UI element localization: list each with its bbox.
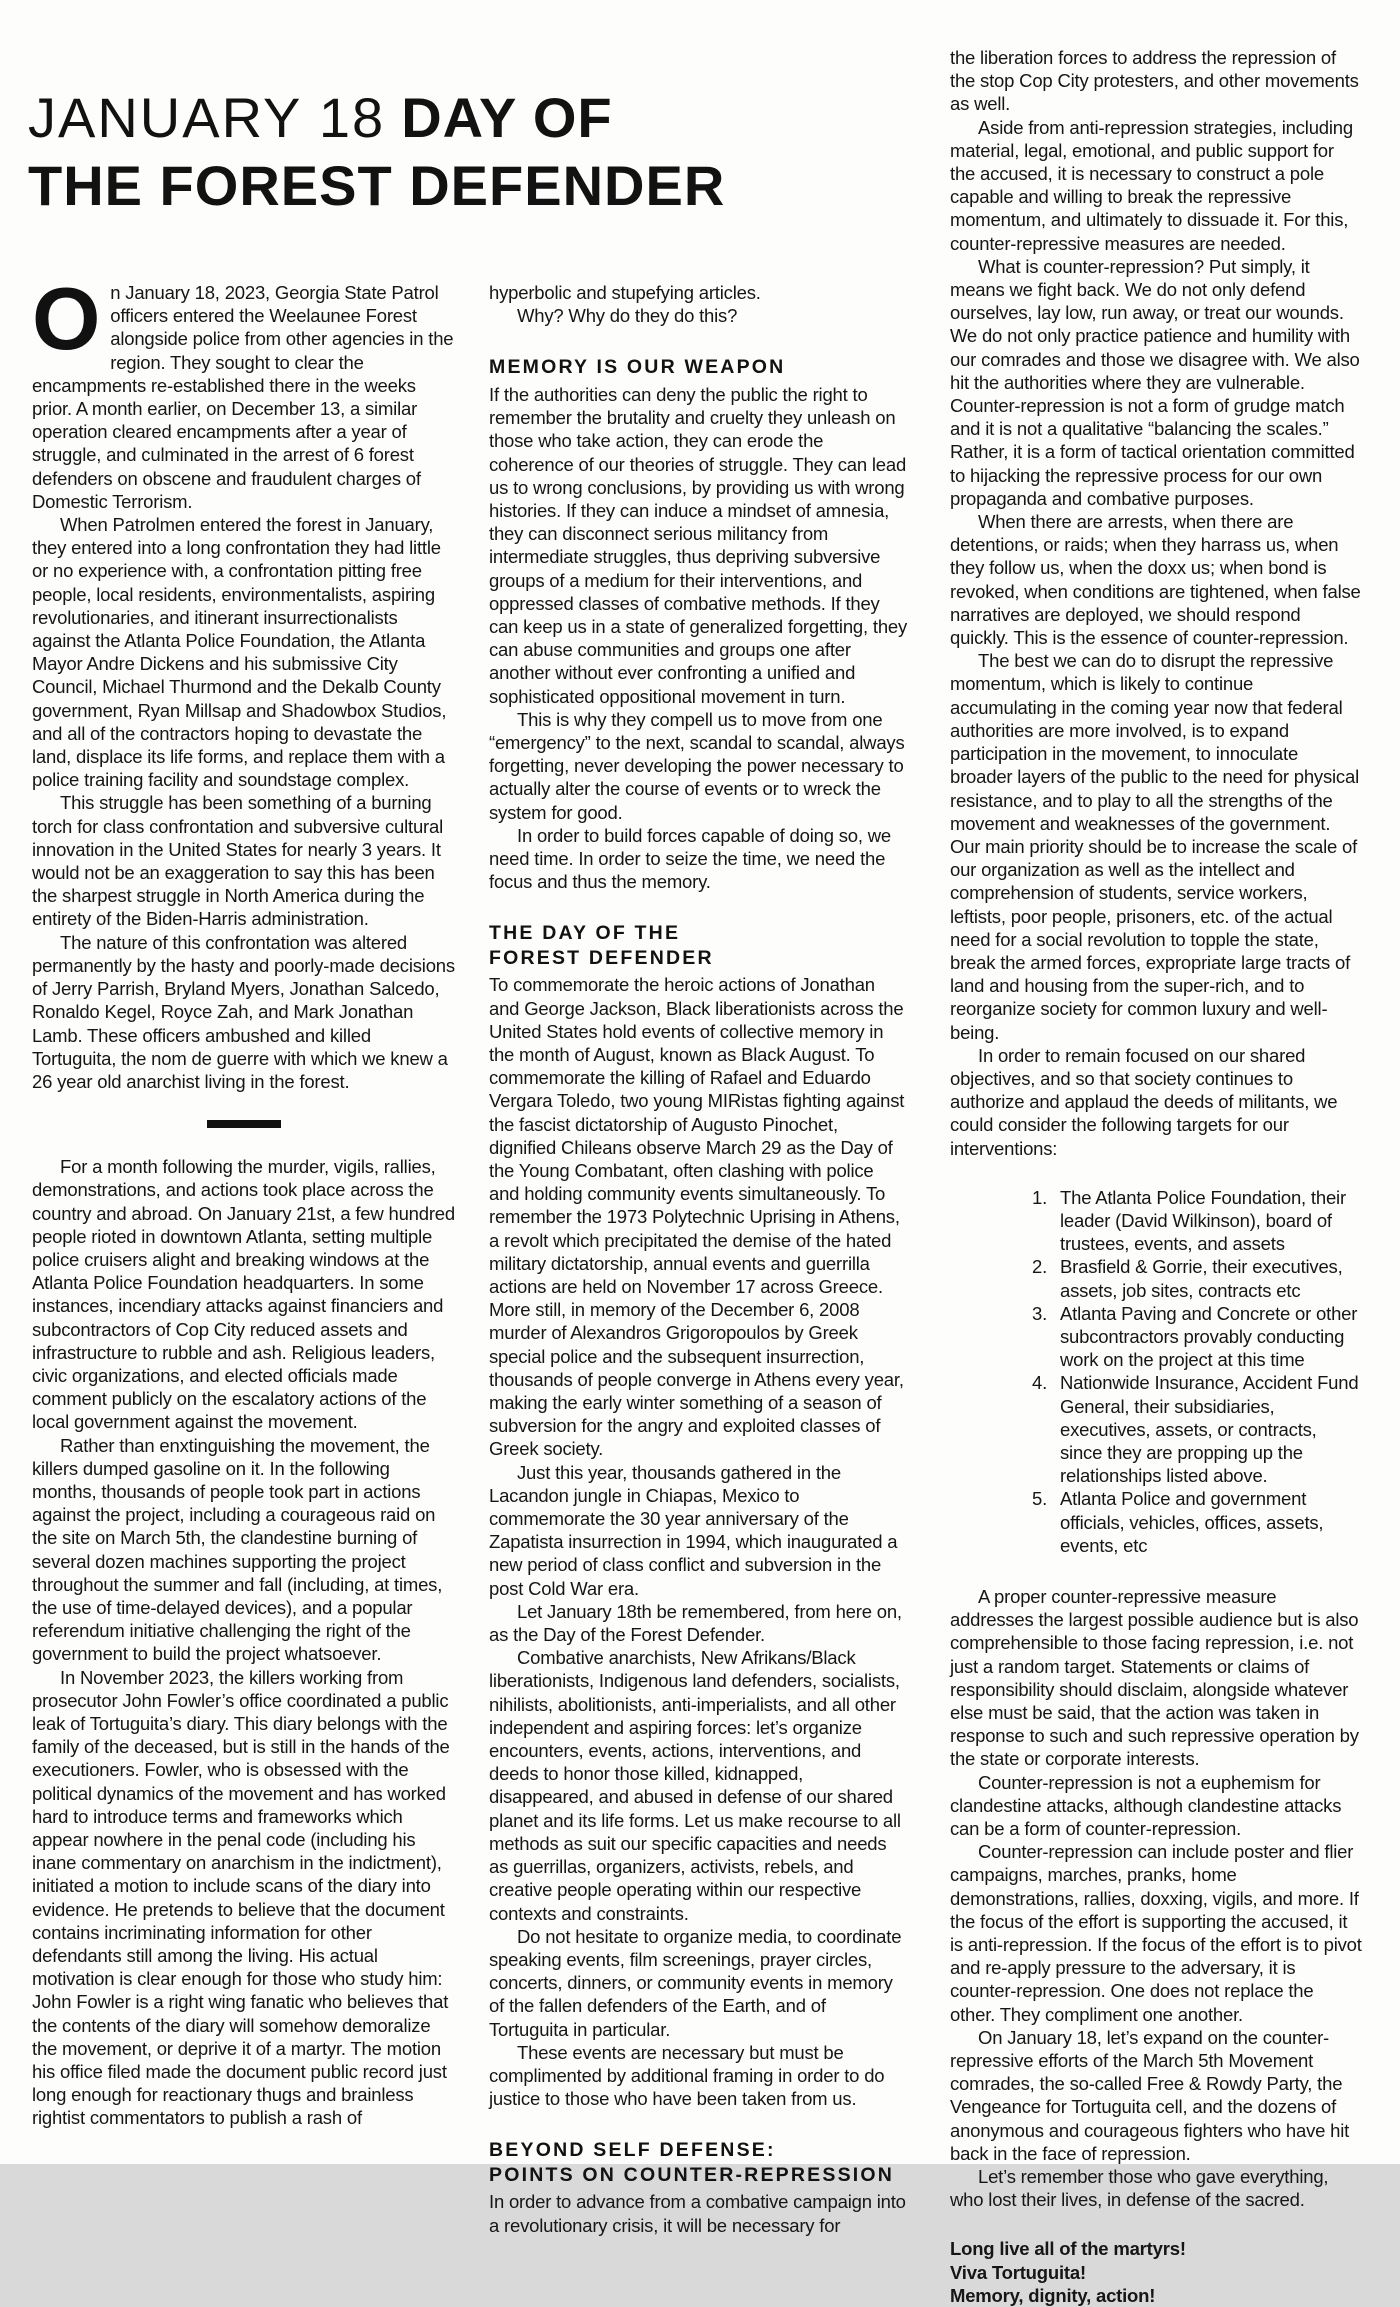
paragraph: The best we can do to disrupt the repressive momentum, which is likely to continue accumulating in the coming year now that federal authorities are more involved, is to expand participation in the movement, to innoculate broader layers of the public to the need for physical resistance, and to play to all the strengths of the movement and weaknesses of the government. Our main priority should be to increase the scale of our organization as well as the intellect and comprehension of students, service workers, leftists, poor people, prisoners, etc. of the actual need for a social revolution to topple the state, break the armed forces, expropriate large tracts of land and housing from the super-rich, and to reorganize society for common luxury and well-being.	[950, 650, 1359, 1043]
paragraph: Aside from anti-repression strategies, including material, legal, emotional, and public support for the accused, it is necessary to construct a pole capable and willing to break the repressive momentum, and ultimately to dissuade it. For this, counter-repressive measures are needed.	[950, 116, 1353, 254]
closing-slogans	[950, 2237, 1362, 2307]
paragraph: These events are necessary but must be complimented by additional framing in order to do justice to those who have been taken from us.	[489, 2041, 885, 2110]
paragraph: Rather than enxtinguishing the movement, the killers dumped gasoline on it. In the following months, thousands of people took part in actions against the project, including a courageous raid on the site on March 5th, the clandestine burning of several dozen machines supporting the project throughout the summer and fall (including, at times, the use of time-delayed devices), and a popular referendum initiative challenging the right of the government to build the project whatsoever.	[32, 1434, 443, 1665]
paragraph-dropcap	[32, 269, 456, 513]
paragraph: On January 18, let’s expand on the counter-repressive efforts of the March 5th Movement comrades, the so-called Free & Rowdy Party, the Vengeance for Tortuguita cell, and the dozens of anonymous and courageous fighters who have hit back in the face of repression.	[950, 2026, 1350, 2164]
paragraph: For a month following the murder, vigils, rallies, demonstrations, and actions took place across the country and abroad. On January 21st, a few hundred people rioted in downtown Atlanta, setting multiple police cruisers alight and breaking windows at the Atlanta Police Foundation headquarters. In some instances, incendiary attacks against financiers and subcontractors of Cop City reduced assets and infrastructure to rubble and ash. Religious leaders, civic organizations, and elected officials made comment publicly on the escalatory actions of the local government against the movement.	[32, 1156, 455, 1433]
title-line1-light: JANUARY 18	[28, 86, 386, 149]
slogan-line: Long live all of the martyrs!	[950, 2238, 1186, 2260]
target-item: 1. The Atlanta Police Foundation, their leader (David Wilkinson), board of trustees, events, and assets	[1052, 1186, 1362, 1256]
paragraph-continuation: hyperbolic and stupefying articles.	[489, 282, 761, 303]
heading-line: THE DAY OF THE	[489, 922, 681, 945]
paragraph: To commemorate the heroic actions of Jonathan and George Jackson, Black liberationists across the United States hold events of collective memory in the month of August, known as Black August. To commemorate the killing of Rafael and Eduardo Vergara Toledo, two young MIRistas fighting against the fascist dictatorship of Augusto Pinochet, dignified Chileans observe March 29 as the Day of the Young Combatant, often clashing with police and holding community events simultaneously. To remember the 1973 Polytechnic Uprising in Athens, a revolt which precipitated the demise of the hated military dictatorship, annual events and guerrilla actions are held on November 17 across Greece. More still, in memory of the December 6, 2008 murder of Alexandros Grigoropoulos by Greek special police and the subsequent insurrection, thousands of people converge in Athens every year, making the early winter something of a season of subversion for the angry and exploited classes of Greek society.	[489, 974, 905, 1460]
section-heading-memory: MEMORY IS OUR WEAPON	[489, 356, 786, 379]
paragraph: In order to build forces capable of doing so, we need time. In order to seize the time, we need the focus and thus the memory.	[489, 824, 891, 893]
targets-list	[950, 1186, 1362, 1557]
paragraph: Let January 18th be remembered, from here on, as the Day of the Forest Defender.	[489, 1600, 902, 1646]
paragraph: What is counter-repression? Put simply, it means we fight back. We do not only defend ourselves, lay low, run away, or treat our wounds. We do not only practice patience and humility with our comrades and those we disagree with. We also hit the authorities where they are vulnerable. Counter-repression is not a form of grudge match and it is not a qualitative “balancing the scales.” Rather, it is a form of tactical orientation committed to hijacking the repressive process for our own propaganda and combative purposes.	[950, 255, 1360, 509]
paragraph: In order to advance from a combative campaign into a revolutionary crisis, it will be necessary for	[489, 2191, 906, 2236]
section-divider	[207, 1120, 281, 1128]
paragraph: Let’s remember those who gave everything, who lost their lives, in defense of the sacred.	[950, 2166, 1329, 2211]
paragraph-text: n January 18, 2023, Georgia State Patrol officers entered the Weelaunee Forest alongside police from other agencies in the region. They sought to clear the encampments re-established there in the weeks prior. A month earlier, on December 13, a similar operation cleared encampments after a year of struggle, and culminated in the arrest of 6 forest defenders on obscene and fraudulent charges of Domestic Terrorism.	[32, 282, 454, 512]
section-heading-day-of-forest-defender	[489, 921, 908, 970]
paragraph: Combative anarchists, New Afrikans/Black liberationists, Indigenous land defenders, socialists, nihilists, abolitionists, anti-imperialists, and all other independent and aspiring forces: let’s organize encounters, events, actions, interventions, and deeds to honor those killed, kidnapped, disappeared, and abused in defense of our shared planet and its life forms. Let us make recourse to all methods as suit our specific capacities and needs as guerrillas, organizers, activists, rebels, and creative people operating within our respective contexts and constraints.	[489, 1647, 901, 1924]
paragraph: Why? Why do they do this?	[517, 305, 738, 327]
column-1	[32, 269, 456, 2130]
target-item: 4. Nationwide Insurance, Accident Fund General, their subsidiaries, executives, assets, or contracts, since they are propping up the relationships listed above.	[1052, 1371, 1362, 1487]
target-item: 5. Atlanta Police and government officials, vehicles, offices, assets, events, etc	[1052, 1487, 1362, 1557]
drop-cap: O	[32, 269, 101, 368]
paragraph: Counter-repression can include poster and flier campaigns, marches, pranks, home demonstrations, rallies, doxxing, vigils, and more. If the focus of the effort is supporting the accused, it is anti-repression. If the focus of the effort is to pivot and re-apply pressure to the adversary, it is counter-repression. One does not replace the other. They compliment one another.	[950, 1841, 1362, 2025]
title-line2: THE FOREST DEFENDER	[28, 154, 726, 217]
article-title	[28, 84, 725, 220]
heading-line: BEYOND SELF DEFENSE:	[489, 2139, 776, 2162]
title-line1-bold: DAY OF	[401, 86, 613, 149]
target-item: 2. Brasfield & Gorrie, their executives, assets, job sites, contracts etc	[1052, 1255, 1362, 1301]
paragraph: This is why they compell us to move from one “emergency” to the next, scandal to scandal, always forgetting, never developing the power necessary to actually alter the course of events or to wreck the system for good.	[489, 708, 905, 823]
column-2	[489, 281, 908, 2237]
heading-line: POINTS ON COUNTER-REPRESSION	[489, 2163, 895, 2186]
paragraph: In order to remain focused on our shared objectives, and so that society continues to authorize and applaud the deeds of militants, we could consider the following targets for our interventions:	[950, 1044, 1338, 1159]
heading-line: FOREST DEFENDER	[489, 946, 714, 969]
paragraph: A proper counter-repressive measure addresses the largest possible audience but is also comprehensible to those facing repression, i.e. not just a random target. Statements or claims of responsibility should disclaim, alongside whatever else must be said, that the action was taken in response to such and such repressive operation by the state or corporate interests.	[950, 1586, 1359, 1770]
paragraph: When Patrolmen entered the forest in January, they entered into a long confrontation they had little or no experience with, a confrontation pitting free people, local residents, environmentalists, aspiring revolutionaries, and itinerant insurrectionalists against the Atlanta Police Foundation, the Atlanta Mayor Andre Dickens and his submissive City Council, Michael Thurmond and the Dekalb County government, Ryan Millsap and Shadowbox Studios, and all of the contractors hoping to devastate the land, displace its life forms, and replace them with a police training facility and soundstage complex.	[32, 514, 447, 791]
paragraph: Just this year, thousands gathered in the Lacandon jungle in Chiapas, Mexico to commemorate the 30 year anniversary of the Zapatista insurrection in 1994, which inaugurated a new period of class conflict and subversion in the post Cold War era.	[489, 1461, 898, 1599]
paragraph: In November 2023, the killers working from prosecutor John Fowler’s office coordinated a public leak of Tortuguita’s diary. This diary belongs with the family of the deceased, but is still in the hands of the executioners. Fowler, who is obsessed with the political dynamics of the movement and has worked hard to introduce terms and frameworks which appear nowhere in the penal code (including his inane commentary on anarchism in the indictment), initiated a motion to include scans of the diary into evidence. He pretends to believe that the document contains incriminating information for other defendants still among the living. His actual motivation is clear enough for those who study him: John Fowler is a right wing fanatic who believes that the contents of the diary will somehow demoralize the movement, or deprive it of a martyr. The motion his office filed made the document public record just long enough for reactionary thugs and brainless rightist commentators to publish a rash of	[32, 1666, 450, 2129]
slogan-line: Viva Tortuguita!	[950, 2261, 1086, 2283]
target-item: 3. Atlanta Paving and Concrete or other subcontractors provably conducting work on the project at this time	[1052, 1302, 1362, 1372]
paragraph-continuation: the liberation forces to address the repression of the stop Cop City protesters, and other movements as well.	[950, 47, 1359, 115]
paragraph: When there are arrests, when there are detentions, or raids; when they harrass us, when they follow us, when the doxx us; when bond is revoked, when conditions are tightened, when false narratives are deployed, we should respond quickly. This is the essence of counter-repression.	[950, 511, 1361, 649]
paragraph: Do not hesitate to organize media, to coordinate speaking events, film screenings, prayer circles, concerts, dinners, or community events in memory of the fallen defenders of the Earth, and of Tortuguita in particular.	[489, 1925, 902, 2040]
section-heading-beyond-self-defense	[489, 2138, 908, 2187]
paragraph: This struggle has been something of a burning torch for class confrontation and subversive cultural innovation in the United States for nearly 3 years. It would not be an exaggeration to say this has been the sharpest struggle in North America during the entirety of the Biden-Harris administration.	[32, 792, 443, 930]
slogan-line: Memory, dignity, action!	[950, 2284, 1156, 2306]
paragraph: If the authorities can deny the public the right to remember the brutality and cruelty they unleash on those who take action, they can erode the coherence of our theories of struggle. They can lead us to wrong conclusions, by providing us with wrong histories. If they can induce a mindset of amnesia, they can disconnect serious militancy from intermediate struggles, thus depriving subversive groups of a medium for their interventions, and oppressed classes of combative methods. If they can keep us in a state of generalized forgetting, they can abuse communities and groups one after another without ever confronting a unified and sophisticated oppositional movement in turn.	[489, 383, 908, 707]
column-3	[950, 46, 1362, 2307]
paragraph: Counter-repression is not a euphemism for clandestine attacks, although clandestine attacks can be a form of counter-repression.	[950, 1771, 1342, 1840]
paragraph: The nature of this confrontation was altered permanently by the hasty and poorly-made decisions of Jerry Parrish, Bryland Myers, Jonathan Salcedo, Ronaldo Kegel, Royce Zah, and Mark Jonathan Lamb. These officers ambushed and killed Tortuguita, the nom de guerre with which we knew a 26 year old anarchist living in the forest.	[32, 931, 455, 1092]
